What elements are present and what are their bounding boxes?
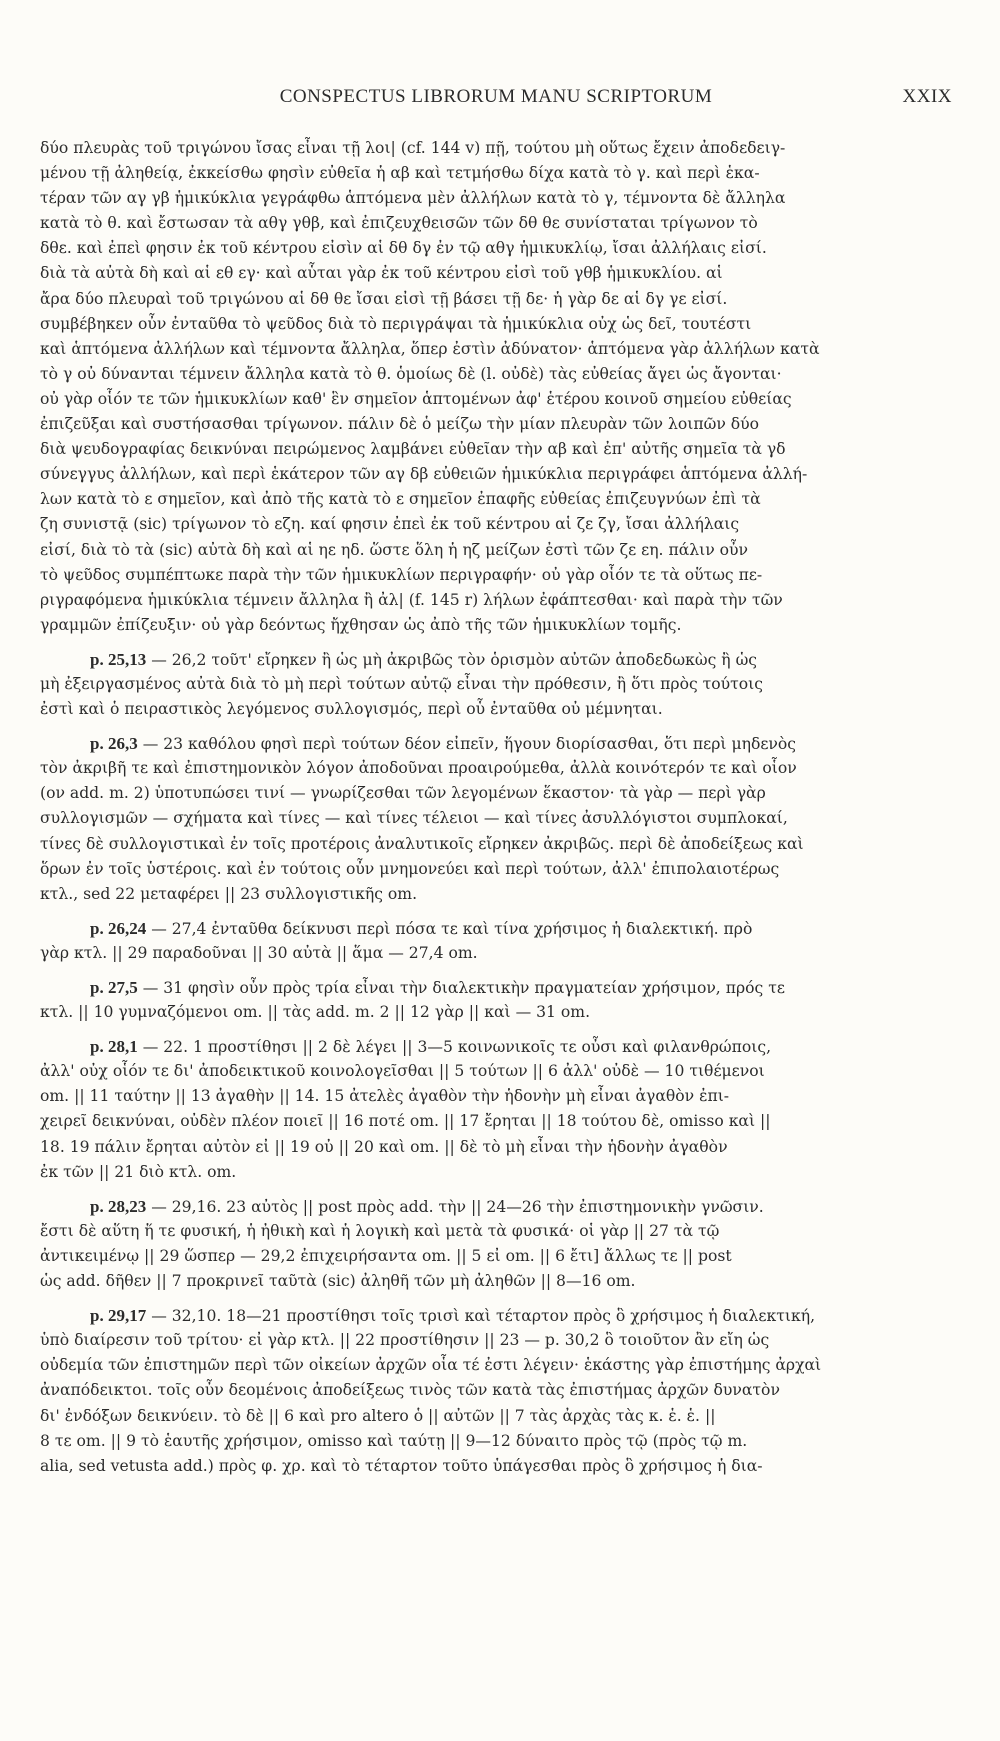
line-text: ἐκ τῶν || 21 διὸ κτλ. om.: [40, 1162, 237, 1181]
text-line: [40, 697, 952, 722]
text-line: [40, 731, 952, 756]
line-text: ἀναπόδεικτοι. τοῖς οὖν δεομένοις ἀποδείξεως τινὸς τῶν κατὰ τὰς ἐπιστήμας ἀρχῶν δυνατὸν: [40, 1381, 780, 1400]
line-text: — 31 φησὶν οὖν πρὸς τρία εἶναι τὴν διαλεκτικὴν πραγματείαν χρήσιμον, πρός τε: [142, 979, 785, 997]
text-line: [40, 1000, 952, 1025]
text-line: [40, 1160, 952, 1185]
text-line: [40, 672, 952, 697]
line-text: δθε. καὶ ἐπεὶ φησιν ἐκ τοῦ κέντρου εἰσὶν αἱ δθ δγ ἐν τῷ αθγ ἡμικυκλίῳ, ἴσαι ἀλλήλαις εἰσί.: [40, 239, 767, 258]
line-text: τὸν ἀκριβῆ τε καὶ ἐπιστημονικὸν λόγον ἀποδοῦναι προαιρούμεθα, ἀλλὰ κοινότερόν τε καὶ οἷον: [40, 759, 797, 778]
line-text: συμβέβηκεν οὖν ἐνταῦθα τὸ ψεῦδος διὰ τὸ περιγράψαι τὰ ἡμικύκλια οὐχ ὡς δεῖ, τουτέστι: [40, 314, 752, 333]
text-line: [40, 806, 952, 831]
paragraph: [40, 1303, 952, 1479]
paragraph: [40, 136, 952, 638]
line-text: γραμμῶν ἐπίζευξιν· οὐ γὰρ δεόντως ἤχθησαν ὡς ἀπὸ τῆς τῶν ἡμικυκλίων τομῆς.: [40, 615, 682, 634]
text-line: [40, 975, 952, 1000]
line-text: τίνες δὲ συλλογιστικαὶ ἐν τοῖς προτέροις ἀναλυτικοῖς εἴρηκεν ἀκριβῶς. περὶ δὲ ἀποδείξεως καὶ: [40, 834, 804, 853]
line-text: διὰ τὰ αὐτὰ δὴ καὶ αἱ εθ εγ· καὶ αὗται γὰρ ἐκ τοῦ κέντρου εἰσὶ τοῦ γθβ ἡμικυκλίου. αἱ: [40, 264, 723, 283]
line-text: (ον add. m. 2) ὑποτυπώσει τινί — γνωρίζεσθαι τῶν λεγομένων ἕκαστον· τὰ γὰρ — περὶ γὰρ: [40, 784, 766, 803]
line-text: λων κατὰ τὸ ε σημεῖον, καὶ ἀπὸ τῆς κατὰ τὸ ε σημεῖον ἐπαφῆς εὐθείας ἐπιζευγνύων ἐπὶ τὰ: [40, 490, 761, 509]
body-text: [40, 136, 952, 1479]
line-text: alia, sed vetusta add.) πρὸς φ. χρ. καὶ τὸ τέταρτον τοῦτο ὑπάγεσθαι πρὸς ὃ χρήσιμος ἡ δια-: [40, 1456, 763, 1475]
line-text: οὐδεμία τῶν ἐπιστημῶν περὶ τῶν οἰκείων ἀρχῶν οἷα τέ ἐστι λέγειν· ἑκάστης γὰρ ἐπιστήμης ἀρχαὶ: [40, 1356, 822, 1375]
line-text: ὡς add. δῆθεν || 7 προκρινεῖ ταῦτὰ (sic) ἀληθῆ τῶν μὴ ἀληθῶν || 8—16 om.: [40, 1272, 636, 1291]
text-line: [40, 1454, 952, 1479]
line-text: — 29,16. 23 αὐτὸς || post πρὸς add. τὴν || 24—26 τὴν ἐπιστημονικὴν γνῶσιν.: [151, 1197, 764, 1216]
paragraph: [40, 647, 952, 722]
line-text: — 32,10. 18—21 προστίθησι τοῖς τρισὶ καὶ τέταρτον πρὸς ὃ χρήσιμος ἡ διαλεκτική,: [151, 1307, 816, 1326]
running-header: [40, 86, 952, 116]
text-line: [40, 857, 952, 882]
line-text: δύο πλευρὰς τοῦ τριγώνου ἴσας εἶναι τῇ λοι| (cf. 144 v) πῇ, τούτου μὴ οὕτως ἔχειν ἀποδεδειγ-: [40, 139, 786, 157]
line-text: συλλογισμῶν — σχήματα καὶ τίνες — καὶ τίνες τέλειοι — καὶ τίνες ἀσυλλόγιστοι συμπλοκαί,: [40, 809, 788, 828]
text-line: [40, 362, 952, 387]
text-line: [40, 1109, 952, 1134]
text-line: [40, 781, 952, 806]
paragraph: [40, 731, 952, 907]
text-line: [40, 588, 952, 613]
passage-reference: p. 28,23: [90, 1196, 147, 1216]
text-line: [40, 916, 952, 941]
text-line: [40, 1303, 952, 1328]
text-line: [40, 211, 952, 236]
text-line: [40, 412, 952, 437]
text-line: [40, 1328, 952, 1353]
line-text: ἐπιζεῦξαι καὶ συστήσασθαι τρίγωνον. πάλιν δὲ ὁ μείζω τὴν μίαν πλευρὰν τῶν λοιπῶν δύο: [40, 415, 760, 434]
text-line: [40, 487, 952, 512]
line-text: οὐ γὰρ οἷόν τε τῶν ἡμικυκλίων καθ' ἓν σημεῖον ἁπτομένων ἀφ' ἑτέρου κοινοῦ σημείου εὐθείας: [40, 389, 792, 408]
text-line: [40, 337, 952, 362]
paragraph: [40, 1194, 952, 1294]
text-line: [40, 756, 952, 781]
text-line: [40, 1194, 952, 1219]
running-title: CONSPECTUS LIBRORUM MANU SCRIPTORUM: [279, 86, 713, 107]
text-line: [40, 312, 952, 337]
line-text: ἄρα δύο πλευραὶ τοῦ τριγώνου αἱ δθ θε ἴσαι εἰσὶ τῇ βάσει τῇ δε· ἡ γὰρ δε αἱ δγ γε εἰσί.: [40, 289, 728, 308]
text-line: [40, 287, 952, 312]
line-text: ὅρων ἐν τοῖς ὑστέροις. καὶ ἐν τούτοις οὖν μνημονεύει καὶ περὶ τούτων, ἀλλ' ἐπιπολαιοτέρως: [40, 859, 780, 878]
text-line: [40, 1059, 952, 1084]
line-text: καὶ ἁπτόμενα ἀλλήλων καὶ τέμνοντα ἄλληλα, ὅπερ ἐστὶν ἀδύνατον· ἁπτόμενα γὰρ ἀλλήλων κατὰ: [40, 339, 820, 358]
line-text: κτλ., sed 22 μεταφέρει || 23 συλλογιστικῆς om.: [40, 884, 418, 903]
text-line: [40, 1135, 952, 1160]
line-text: διὰ ψευδογραφίας δεικνύναι πειρώμενος λαμβάνει εὐθεῖαν τὴν αβ καὶ ἐπ' αὐτῆς σημεῖα τὰ γδ: [40, 440, 786, 459]
passage-reference: p. 26,3: [90, 734, 138, 754]
line-text: μένου τῇ ἀληθείᾳ, ἐκκείσθω φησὶν εὐθεῖα ἡ αβ καὶ τετμήσθω δίχα κατὰ τὸ γ. καὶ περὶ ἑκα-: [40, 164, 760, 183]
text-line: [40, 613, 952, 638]
line-text: ριγραφόμενα ἡμικύκλια τέμνειν ἄλληλα ἢ ἀλ| (f. 145 r) λήλων ἐφάπτεσθαι· καὶ παρὰ τὴν τῶν: [40, 590, 783, 609]
line-text: om. || 11 ταύτην || 13 ἀγαθὴν || 14. 15 ἀτελὲς ἀγαθὸν τὴν ἡδονὴν μὴ εἶναι ἀγαθὸν ἐπι-: [40, 1087, 730, 1106]
line-text: μὴ ἐξειργασμένος αὐτὰ διὰ τὸ μὴ περὶ τούτων αὐτῷ εἶναι τὴν πρόθεσιν, ἢ ὅτι πρὸς τούτοις: [40, 674, 764, 693]
paragraph: [40, 916, 952, 966]
text-line: [40, 1404, 952, 1429]
passage-reference: p. 27,5: [90, 978, 138, 997]
passage-reference: p. 25,13: [90, 649, 147, 669]
text-line: [40, 1244, 952, 1269]
text-line: [40, 161, 952, 186]
line-text: ἀντικειμένῳ || 29 ὥσπερ — 29,2 ἐπιχειρήσαντα om. || 5 εἰ om. || 6 ἔτι] ἄλλως τε || post: [40, 1246, 732, 1265]
line-text: γὰρ κτλ. || 29 παραδοῦναι || 30 αὐτὰ || ἅμα — 27,4 om.: [40, 943, 478, 962]
line-text: τέραν τῶν αγ γβ ἡμικύκλια γεγράφθω ἁπτόμενα μὲν ἀλλήλων κατὰ τὸ γ, τέμνοντα δὲ ἄλληλα: [40, 189, 786, 208]
text-line: [40, 387, 952, 412]
text-line: [40, 261, 952, 286]
text-line: [40, 647, 952, 672]
text-line: [40, 1269, 952, 1294]
line-text: ἐστὶ καὶ ὁ πειραστικὸς λεγόμενος συλλογισμός, περὶ οὗ ἐνταῦθα οὐ μέμνηται.: [40, 700, 663, 719]
line-text: εἰσί, διὰ τὸ τὰ (sic) αὐτὰ δὴ καὶ αἱ ηε ηδ. ὥστε ὅλη ἡ ηζ μείζων ἐστὶ τῶν ζε εη. πάλιν οὖν: [40, 540, 749, 559]
line-text: ζη συνιστᾷ (sic) τρίγωνον τὸ εζη. καί φησιν ἐπεὶ ἐκ τοῦ κέντρου αἱ ζε ζγ, ἴσαι ἀλλήλαις: [40, 515, 740, 534]
line-text: τὸ γ οὐ δύνανται τέμνειν ἄλληλα κατὰ τὸ θ. ὁμοίως δὲ (l. οὐδὲ) τὰς εὐθείας ἄγει ὡς ἄγονται·: [40, 364, 782, 383]
text-line: [40, 462, 952, 487]
text-line: [40, 136, 952, 161]
passage-reference: p. 26,24: [90, 918, 147, 938]
text-line: [40, 832, 952, 857]
line-text: ἔστι δὲ αὕτη ἥ τε φυσική, ἡ ἠθικὴ καὶ ἡ λογικὴ καὶ μετὰ τὰ φυσικά· οἱ γὰρ || 27 τὰ τῷ: [40, 1221, 720, 1240]
paragraph: [40, 1034, 952, 1185]
line-text: — 23 καθόλου φησὶ περὶ τούτων δέον εἰπεῖν, ἥγουν διορίσασθαι, ὅτι περὶ μηδενὸς: [142, 735, 797, 754]
line-text: 18. 19 πάλιν ἔρηται αὐτὸν εἰ || 19 οὐ || 20 καὶ om. || δὲ τὸ μὴ εἶναι τὴν ἡδονὴν ἀγαθὸν: [40, 1137, 728, 1156]
text-line: [40, 882, 952, 907]
text-line: [40, 1034, 952, 1059]
text-line: [40, 941, 952, 966]
line-text: χειρεῖ δεικνύναι, οὐδὲν πλέον ποιεῖ || 16 ποτέ om. || 17 ἔρηται || 18 τούτου δὲ, omisso καὶ ||: [40, 1112, 771, 1131]
passage-reference: p. 29,17: [90, 1306, 147, 1326]
text-line: [40, 1219, 952, 1244]
text-line: [40, 236, 952, 261]
line-text: 8 τε om. || 9 τὸ ἑαυτῆς χρήσιμον, omisso καὶ ταύτῃ || 9—12 δύναιτο πρὸς τῷ (πρὸς τῷ m.: [40, 1431, 748, 1450]
text-line: [40, 538, 952, 563]
line-text: ἀλλ' οὐχ οἷόν τε δι' ἀποδεικτικοῦ κοινολογεῖσθαι || 5 τούτων || 6 ἀλλ' οὐδὲ — 10 τιθέμενοι: [40, 1062, 765, 1081]
text-line: [40, 1429, 952, 1454]
line-text: τὸ ψεῦδος συμπέπτωκε παρὰ τὴν τῶν ἡμικυκλίων περιγραφήν· οὐ γὰρ οἷόν τε τὰ οὕτως πε-: [40, 565, 763, 584]
line-text: — 22. 1 προστίθησι || 2 δὲ λέγει || 3—5 κοινωνικοῖς τε οὖσι καὶ φιλανθρώποις,: [142, 1038, 772, 1057]
text-line: [40, 1378, 952, 1403]
paragraph: [40, 975, 952, 1025]
text-line: [40, 1084, 952, 1109]
line-text: δι' ἐνδόξων δεικνύειν. τὸ δὲ || 6 καὶ pro altero ὁ || αὐτῶν || 7 τὰς ἀρχὰς τὰς κ. ἑ. ἑ. ||: [40, 1406, 716, 1425]
page-number: XXIX: [902, 86, 952, 107]
passage-reference: p. 28,1: [90, 1037, 138, 1057]
text-line: [40, 186, 952, 211]
text-line: [40, 1353, 952, 1378]
line-text: — 26,2 τοῦτ' εἴρηκεν ἢ ὡς μὴ ἀκριβῶς τὸν ὁρισμὸν αὐτῶν ἀποδεδωκὼς ἢ ὡς: [151, 650, 758, 669]
line-text: κατὰ τὸ θ. καὶ ἔστωσαν τὰ αθγ γθβ, καὶ ἐπιζευχθεισῶν τῶν δθ θε συνίσταται τρίγωνον τὸ: [40, 214, 758, 233]
text-line: [40, 563, 952, 588]
line-text: σύνεγγυς ἀλλήλων, καὶ περὶ ἑκάτερον τῶν αγ δβ εὐθειῶν ἡμικύκλια περιγράφει ἁπτόμενα ἀλλή-: [40, 465, 808, 484]
line-text: — 27,4 ἐνταῦθα δείκνυσι περὶ πόσα τε καὶ τίνα χρήσιμος ἡ διαλεκτική. πρὸ: [151, 919, 753, 938]
line-text: κτλ. || 10 γυμναζόμενοι om. || τὰς add. m. 2 || 12 γὰρ || καὶ — 31 om.: [40, 1003, 591, 1022]
line-text: ὑπὸ διαίρεσιν τοῦ τρίτου· εἰ γὰρ κτλ. || 22 προστίθησιν || 23 — p. 30,2 ὃ τοιοῦτον ἂν εἴη ὡς: [40, 1331, 770, 1350]
text-line: [40, 512, 952, 537]
text-line: [40, 437, 952, 462]
